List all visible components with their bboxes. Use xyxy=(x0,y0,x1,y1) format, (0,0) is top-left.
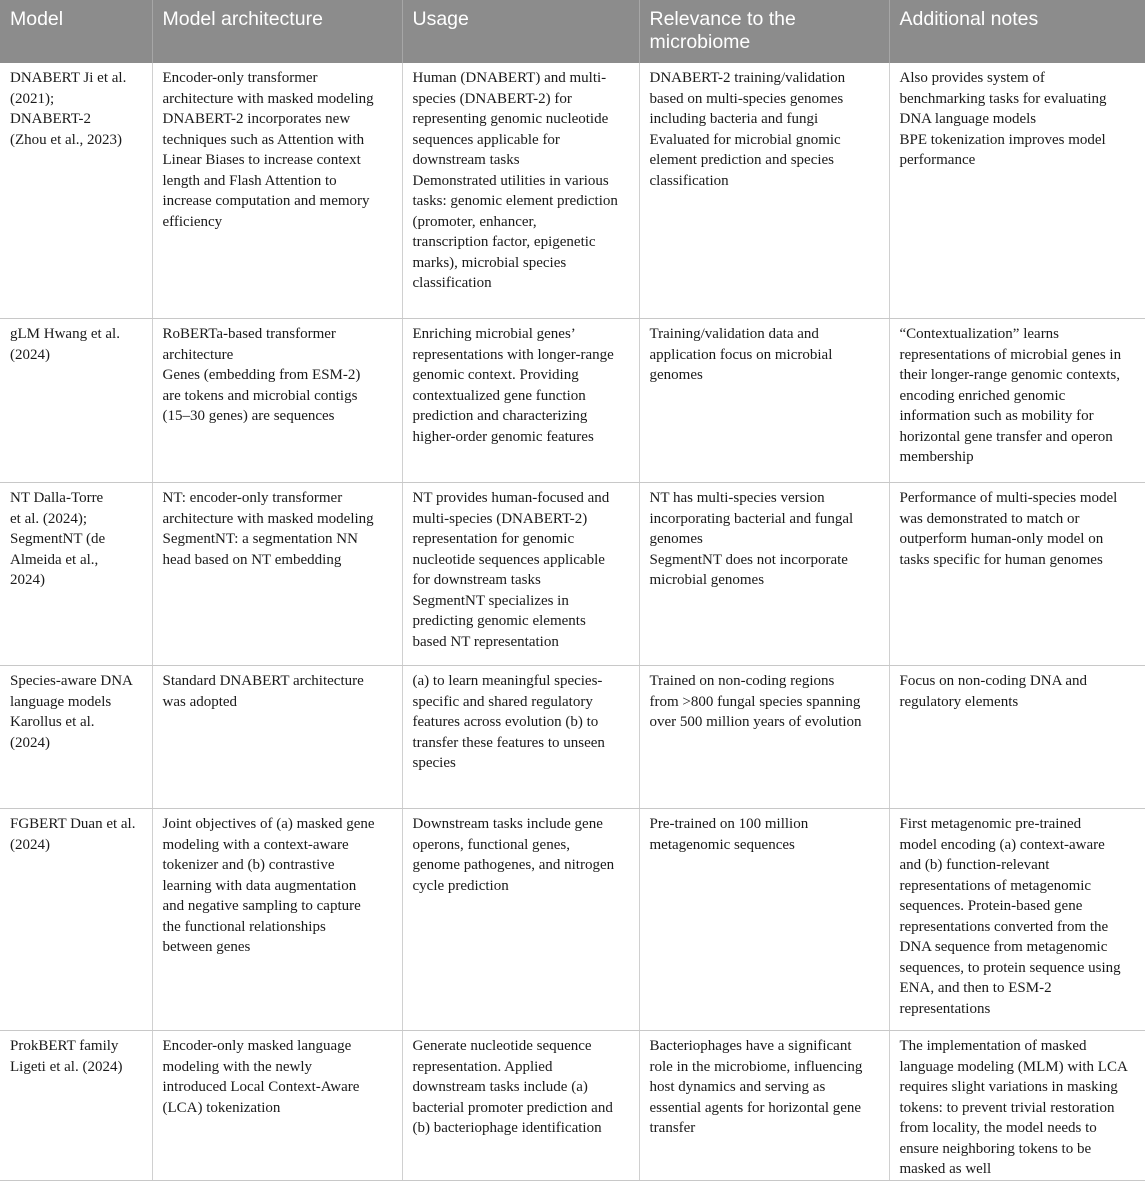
cell-notes: Focus on non-coding DNA and regulatory elements xyxy=(889,666,1145,809)
table-row xyxy=(0,809,1145,1031)
cell-architecture: Encoder-only transformer architecture with masked modeling DNABERT-2 incorporates new techniques such as Attention with Linear Biases to increase context length and Flash Attention to increase computation and memory efficiency xyxy=(152,63,402,319)
cell-model: gLM Hwang et al. (2024) xyxy=(0,319,152,483)
cell-notes: First metagenomic pre-trained model encoding (a) context-aware and (b) function-relevant representations of metagenomic sequences. Protein-based gene representations converted from the DNA sequence from metagenomic sequences, to protein sequence using ENA, and then to ESM-2 representations xyxy=(889,809,1145,1031)
cell-usage: (a) to learn meaningful species- specific and shared regulatory features across evolution (b) to transfer these features to unseen species xyxy=(402,666,639,809)
cell-model: Species-aware DNA language models Karollus et al. (2024) xyxy=(0,666,152,809)
cell-relevance: Trained on non-coding regions from >800 fungal species spanning over 500 million years of evolution xyxy=(639,666,889,809)
table-row xyxy=(0,319,1145,483)
cell-usage: Downstream tasks include gene operons, functional genes, genome pathogenes, and nitrogen cycle prediction xyxy=(402,809,639,1031)
cell-notes: The implementation of masked language modeling (MLM) with LCA requires slight variations in masking tokens: to prevent trivial restoration from locality, the model needs to ensure neighboring tokens to be masked as well xyxy=(889,1031,1145,1181)
cell-notes: “Contextualization” learns representations of microbial genes in their longer-range genomic contexts, encoding enriched genomic information such as mobility for horizontal gene transfer and operon membership xyxy=(889,319,1145,483)
cell-usage: Human (DNABERT) and multi- species (DNABERT-2) for representing genomic nucleotide sequences applicable for downstream tasks Demonstrated utilities in various tasks: genomic element prediction (promoter, enhancer, transcription factor, epigenetic marks), microbial species classification xyxy=(402,63,639,319)
table-row xyxy=(0,1031,1145,1181)
cell-model: ProkBERT family Ligeti et al. (2024) xyxy=(0,1031,152,1181)
cell-relevance: DNABERT-2 training/validation based on multi-species genomes including bacteria and fungi Evaluated for microbial gnomic element prediction and species classification xyxy=(639,63,889,319)
cell-relevance: Pre-trained on 100 million metagenomic sequences xyxy=(639,809,889,1031)
header-model: Model xyxy=(0,0,152,63)
cell-notes: Also provides system of benchmarking tasks for evaluating DNA language models BPE tokenization improves model performance xyxy=(889,63,1145,319)
cell-relevance: NT has multi-species version incorporating bacterial and fungal genomes SegmentNT does not incorporate microbial genomes xyxy=(639,483,889,666)
cell-model: DNABERT Ji et al. (2021); DNABERT-2 (Zhou et al., 2023) xyxy=(0,63,152,319)
cell-architecture: Standard DNABERT architecture was adopted xyxy=(152,666,402,809)
table-row xyxy=(0,63,1145,319)
header-additional-notes: Additional notes xyxy=(889,0,1145,63)
cell-model: NT Dalla-Torre et al. (2024); SegmentNT (de Almeida et al., 2024) xyxy=(0,483,152,666)
cell-model: FGBERT Duan et al. (2024) xyxy=(0,809,152,1031)
header-usage: Usage xyxy=(402,0,639,63)
cell-relevance: Bacteriophages have a significant role in the microbiome, influencing host dynamics and serving as essential agents for horizontal gene transfer xyxy=(639,1031,889,1181)
cell-usage: Generate nucleotide sequence representation. Applied downstream tasks include (a) bacterial promoter prediction and (b) bacteriophage identification xyxy=(402,1031,639,1181)
cell-architecture: NT: encoder-only transformer architecture with masked modeling SegmentNT: a segmentation NN head based on NT embedding xyxy=(152,483,402,666)
cell-relevance: Training/validation data and application focus on microbial genomes xyxy=(639,319,889,483)
table-row xyxy=(0,483,1145,666)
header-relevance: Relevance to the microbiome xyxy=(639,0,889,63)
cell-usage: Enriching microbial genes’ representations with longer-range genomic context. Providing contextualized gene function prediction and characterizing higher-order genomic features xyxy=(402,319,639,483)
cell-usage: NT provides human-focused and multi-species (DNABERT-2) representation for genomic nucleotide sequences applicable for downstream tasks SegmentNT specializes in predicting genomic elements based NT representation xyxy=(402,483,639,666)
table-row xyxy=(0,666,1145,809)
cell-architecture: Encoder-only masked language modeling with the newly introduced Local Context-Aware (LCA) tokenization xyxy=(152,1031,402,1181)
header-row xyxy=(0,0,1145,63)
header-model-architecture: Model architecture xyxy=(152,0,402,63)
cell-architecture: RoBERTa-based transformer architecture Genes (embedding from ESM-2) are tokens and microbial contigs (15–30 genes) are sequences xyxy=(152,319,402,483)
cell-notes: Performance of multi-species model was demonstrated to match or outperform human-only model on tasks specific for human genomes xyxy=(889,483,1145,666)
cell-architecture: Joint objectives of (a) masked gene modeling with a context-aware tokenizer and (b) contrastive learning with data augmentation and negative sampling to capture the functional relationships between genes xyxy=(152,809,402,1031)
